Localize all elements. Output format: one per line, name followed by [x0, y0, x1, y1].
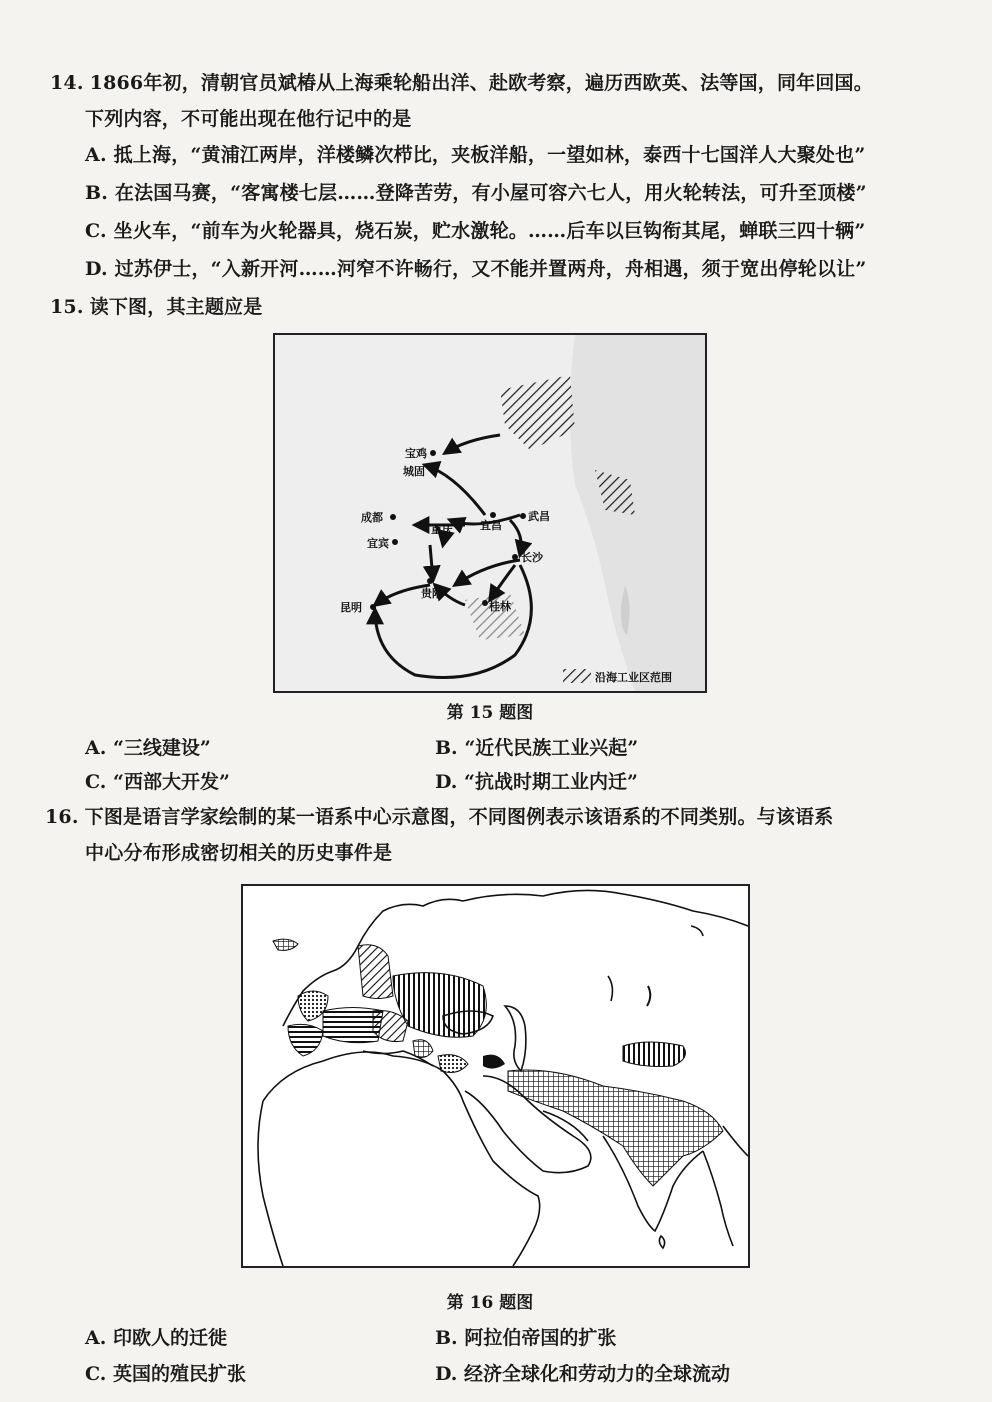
- region-eastern-europe: [393, 973, 486, 1038]
- q16-option-d[interactable]: D. 经济全球化和劳动力的全球流动: [435, 1363, 731, 1385]
- q15-option-c[interactable]: C. “西部大开发”: [85, 771, 230, 793]
- q14-option-c[interactable]: C. 坐火车，“前车为火轮器具，烧石炭，贮水激轮。……后车以巨钩衔其尾，蝉联三四十辆”: [85, 220, 866, 242]
- city-yichang: 宜昌: [480, 519, 502, 532]
- q16-map-svg: [243, 886, 748, 1266]
- city-kunming: 昆明: [340, 601, 362, 614]
- q16-map: [241, 884, 750, 1268]
- legend-label: 沿海工业区范围: [595, 671, 672, 684]
- city-yibin: 宜宾: [367, 537, 389, 550]
- q16-stem-line1: 16. 下图是语言学家绘制的某一语系中心示意图，不同图例表示该语系的不同类别。与该语系: [45, 806, 834, 828]
- legend-swatch: [563, 669, 591, 683]
- city-guilin: 桂林: [489, 600, 511, 613]
- q16-option-c[interactable]: C. 英国的殖民扩张: [85, 1363, 247, 1385]
- q16-number: 16.: [45, 806, 79, 828]
- q15-option-d[interactable]: D. “抗战时期工业内迁”: [435, 771, 638, 793]
- city-changsha: 长沙: [521, 551, 543, 564]
- city-chongqing: 重庆: [431, 523, 453, 536]
- q15-option-a[interactable]: A. “三线建设”: [85, 737, 211, 759]
- q16-option-b[interactable]: B. 阿拉伯帝国的扩张: [435, 1327, 617, 1349]
- q14-option-a[interactable]: A. 抵上海，“黄浦江两岸，洋楼鳞次栉比，夹板洋船，一望如林，泰西十七国洋人大聚处也”: [85, 144, 866, 166]
- region-iceland: [273, 939, 298, 950]
- q14-number: 14.: [50, 72, 84, 94]
- q14-stem-line1: 14. 1866年初，清朝官员斌椿从上海乘轮船出洋、赴欧考察，遍历西欧英、法等国，同年回国。: [50, 72, 873, 94]
- q14-option-b[interactable]: B. 在法国马赛，“客寓楼七层……登降苦劳，有小屋可容六七人，用火轮转法，可升至顶楼”: [85, 182, 867, 204]
- region-caucasus: [483, 1055, 505, 1069]
- region-balkans: [413, 1040, 433, 1058]
- q14-option-d[interactable]: D. 过苏伊士，“入新开河……河窄不许畅行，又不能并置两舟，舟相遇，须于宽出停轮以让”: [85, 258, 867, 280]
- q15-stem: 15. 读下图，其主题应是: [50, 296, 263, 318]
- region-central-asia: [623, 1042, 685, 1066]
- region-marker-north: [647, 986, 650, 1006]
- region-iberia: [288, 1024, 323, 1056]
- city-guiyang: 贵阳: [421, 587, 443, 600]
- q15-number: 15.: [50, 296, 84, 318]
- q15-map-svg: [275, 335, 705, 691]
- region-scandinavia: [358, 945, 393, 999]
- city-baoji: 宝鸡: [405, 447, 427, 460]
- region-anatolia: [438, 1055, 468, 1073]
- q16-stem-line2: 中心分布形成密切相关的历史事件是: [85, 842, 393, 864]
- q16-option-a[interactable]: A. 印欧人的迁徙: [85, 1327, 227, 1349]
- city-wuchang: 武昌: [528, 510, 550, 523]
- city-chengdu: 成都: [361, 511, 383, 524]
- q15-map: [273, 333, 707, 693]
- q16-caption: 第 16 题图: [446, 1293, 534, 1313]
- q14-stem-line2: 下列内容，不可能出现在他行记中的是: [85, 108, 412, 130]
- coastlines: [258, 890, 748, 1266]
- q15-caption: 第 15 题图: [446, 703, 534, 723]
- q15-option-b[interactable]: B. “近代民族工业兴起”: [435, 737, 639, 759]
- city-chenggu: 城固: [403, 465, 425, 478]
